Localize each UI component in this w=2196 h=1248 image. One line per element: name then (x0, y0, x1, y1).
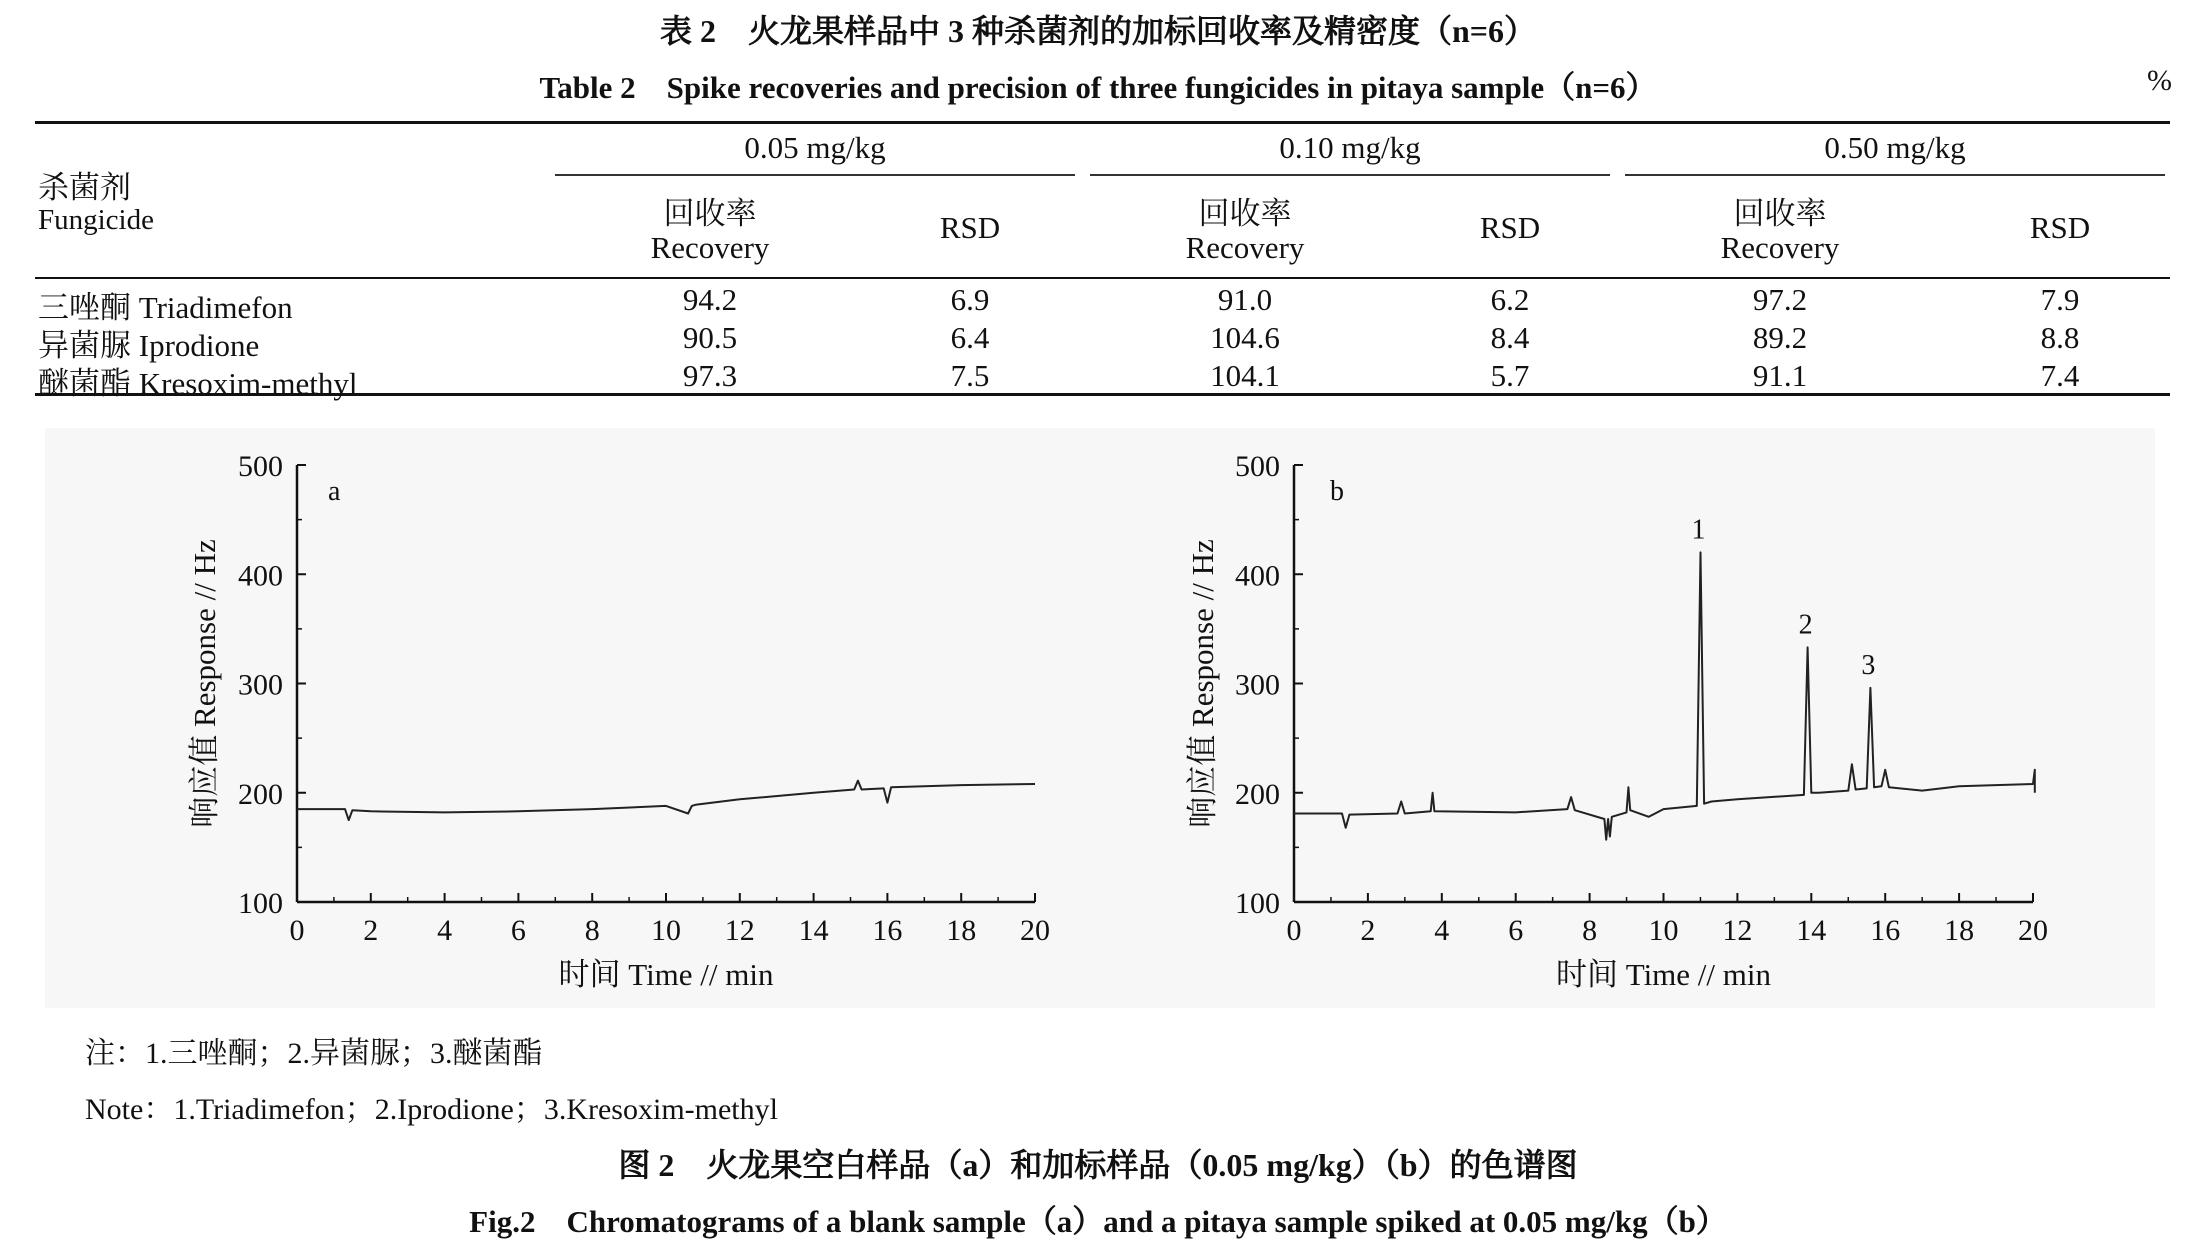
x-tick-label: 10 (651, 914, 681, 947)
header-recovery-en-3: Recovery (1720, 230, 1840, 265)
x-axis-label: 时间 Time // min (1555, 957, 1772, 992)
y-axis-label: 响应值 Response // Hz (1185, 539, 1220, 828)
x-tick-label: 4 (1434, 914, 1450, 947)
table-cell: 97.2 (1752, 282, 1808, 317)
x-tick-label: 16 (872, 914, 903, 947)
y-tick-label: 200 (238, 777, 283, 811)
panel-label: b (1330, 476, 1344, 507)
y-tick-label: 300 (238, 668, 283, 702)
y-tick-label: 400 (238, 559, 283, 593)
table-cell: 8.8 (2040, 320, 2080, 355)
row-name-1: 三唑酮 Triadimefon (38, 290, 293, 325)
table-cell: 89.2 (1752, 320, 1808, 355)
x-tick-label: 18 (946, 914, 977, 947)
table-cell: 5.7 (1490, 358, 1530, 393)
table-cell: 6.2 (1490, 282, 1530, 317)
header-recovery-en-1: Recovery (650, 230, 770, 265)
header-level-2: 0.10 mg/kg (1279, 130, 1421, 165)
table-cell: 7.9 (2040, 282, 2080, 317)
x-axis-label: 时间 Time // min (558, 957, 774, 992)
peak-label: 1 (1691, 514, 1706, 546)
header-rsd-1: RSD (939, 210, 1001, 245)
header-recovery-cn-2: 回收率 (1198, 196, 1292, 231)
y-tick-label: 500 (238, 450, 283, 483)
table-unit: % (2147, 64, 2172, 97)
y-tick-label: 400 (1235, 559, 1280, 593)
row-name-3: 醚菌酯 Kresoxim-methyl (38, 366, 358, 401)
header-recovery-cn-3: 回收率 (1733, 196, 1827, 231)
table-cell: 91.1 (1752, 358, 1808, 393)
figure-note-en: Note：1.Triadimefon；2.Iprodione；3.Kresoxim-methyl (85, 1093, 778, 1126)
table-cell: 104.1 (1210, 358, 1280, 393)
x-tick-label: 6 (1508, 914, 1524, 947)
table-cell: 104.6 (1210, 320, 1280, 355)
x-tick-label: 18 (1944, 914, 1975, 947)
x-tick-label: 8 (584, 914, 600, 947)
header-recovery-cn-1: 回收率 (663, 196, 757, 231)
table-cell: 6.4 (950, 320, 990, 355)
x-tick-label: 2 (1360, 914, 1376, 947)
x-tick-label: 14 (1796, 914, 1827, 947)
figure-caption-en: Fig.2 Chromatograms of a blank sample（a）and a pitaya sample spiked at 0.05 mg/kg（b） (469, 1204, 1727, 1239)
x-tick-label: 20 (1020, 914, 1050, 947)
y-tick-label: 100 (238, 887, 283, 920)
table-cell: 91.0 (1217, 282, 1273, 317)
header-rsd-2: RSD (1479, 210, 1541, 245)
x-tick-label: 12 (1722, 914, 1753, 947)
x-tick-label: 4 (437, 914, 453, 947)
table-cell: 97.3 (682, 358, 738, 393)
table-title-cn: 表 2 火龙果样品中 3 种杀菌剂的加标回收率及精密度（n=6） (659, 13, 1537, 49)
header-level-1: 0.05 mg/kg (744, 130, 886, 165)
table-cell: 90.5 (682, 320, 738, 355)
y-tick-label: 500 (1235, 450, 1280, 483)
header-fungicide-cn: 杀菌剂 (38, 170, 131, 205)
y-tick-label: 100 (1235, 887, 1280, 920)
table-cell: 94.2 (682, 282, 738, 317)
panel-label: a (328, 476, 341, 507)
y-axis-label: 响应值 Response // Hz (187, 539, 222, 828)
y-tick-label: 300 (1235, 668, 1280, 702)
x-tick-label: 8 (1582, 914, 1598, 947)
figure-note-cn: 注：1.三唑酮；2.异菌脲；3.醚菌酯 (85, 1037, 543, 1070)
table-title-en: Table 2 Spike recoveries and precision of three fungicides in pitaya sample（n=6） (539, 70, 1657, 105)
header-fungicide-en: Fungicide (38, 204, 154, 236)
x-tick-label: 12 (724, 914, 755, 947)
x-tick-label: 0 (289, 914, 305, 947)
x-tick-label: 16 (1870, 914, 1901, 947)
header-recovery-en-2: Recovery (1185, 230, 1305, 265)
x-tick-label: 0 (1286, 914, 1302, 947)
table-cell: 7.4 (2040, 358, 2080, 393)
table-cell: 7.5 (950, 358, 990, 393)
x-tick-label: 6 (510, 914, 526, 947)
x-tick-label: 20 (2018, 914, 2048, 947)
peak-label: 2 (1798, 609, 1813, 641)
chromatogram-trace (1294, 552, 2035, 839)
chromatogram-trace (297, 781, 1035, 820)
table-cell: 8.4 (1490, 320, 1530, 355)
x-tick-label: 10 (1648, 914, 1679, 947)
figure-caption-cn: 图 2 火龙果空白样品（a）和加标样品（0.05 mg/kg）（b）的色谱图 (618, 1147, 1578, 1183)
header-level-3: 0.50 mg/kg (1824, 130, 1966, 165)
header-rsd-3: RSD (2029, 210, 2091, 245)
x-tick-label: 2 (363, 914, 379, 947)
table-cell: 6.9 (950, 282, 990, 317)
row-name-2: 异菌脲 Iprodione (38, 328, 260, 363)
y-tick-label: 200 (1235, 777, 1280, 811)
x-tick-label: 14 (798, 914, 829, 947)
peak-label: 3 (1861, 649, 1876, 681)
